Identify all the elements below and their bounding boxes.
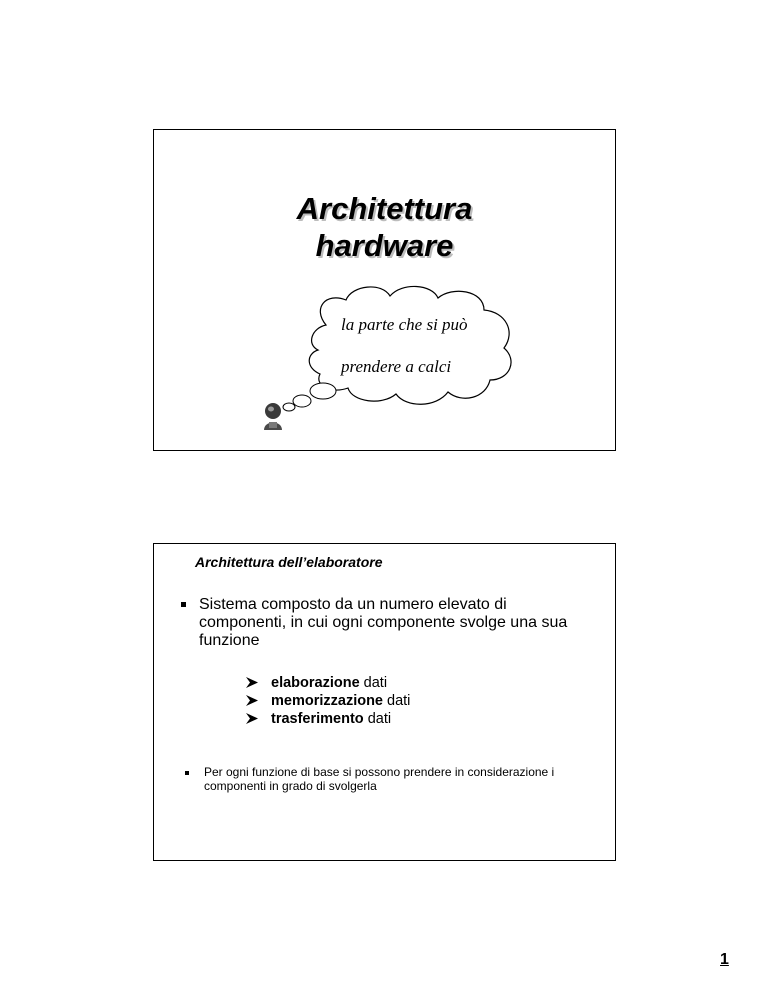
sub-item-text: trasferimento dati: [271, 711, 392, 727]
arrow-bullet-icon: [246, 695, 258, 706]
thought-cloud: [254, 280, 524, 415]
square-bullet-icon: [185, 771, 189, 775]
bullet-main-text: Sistema composto da un numero elevato di componenti, in cui ogni componente svolge una sua funzione: [199, 596, 568, 649]
title-line-1: Architettura: [296, 191, 473, 226]
slide-content: [153, 543, 616, 861]
sub-item-text: memorizzazione dati: [271, 693, 411, 709]
cloud-text-line-2: prendere a calci: [341, 357, 452, 376]
cloud-text-line-1: la parte che si può: [341, 315, 468, 334]
bullet-secondary-text: Per ogni funzione di base si possono prendere in considerazione i componenti in grado di svolgerla: [204, 765, 555, 793]
slide2-title: Architettura dell’elaboratore: [195, 554, 383, 570]
square-bullet-icon: [181, 602, 186, 607]
sub-item-text: elaborazione dati: [271, 675, 388, 691]
title-line-2: hardware: [315, 228, 454, 263]
arrow-bullet-icon: [246, 677, 258, 688]
slide-title-heading: [154, 190, 615, 264]
arrow-bullet-icon: [246, 713, 258, 724]
page-number: 1: [720, 951, 729, 968]
slide-title: [153, 129, 616, 451]
person-icon: [261, 402, 285, 430]
